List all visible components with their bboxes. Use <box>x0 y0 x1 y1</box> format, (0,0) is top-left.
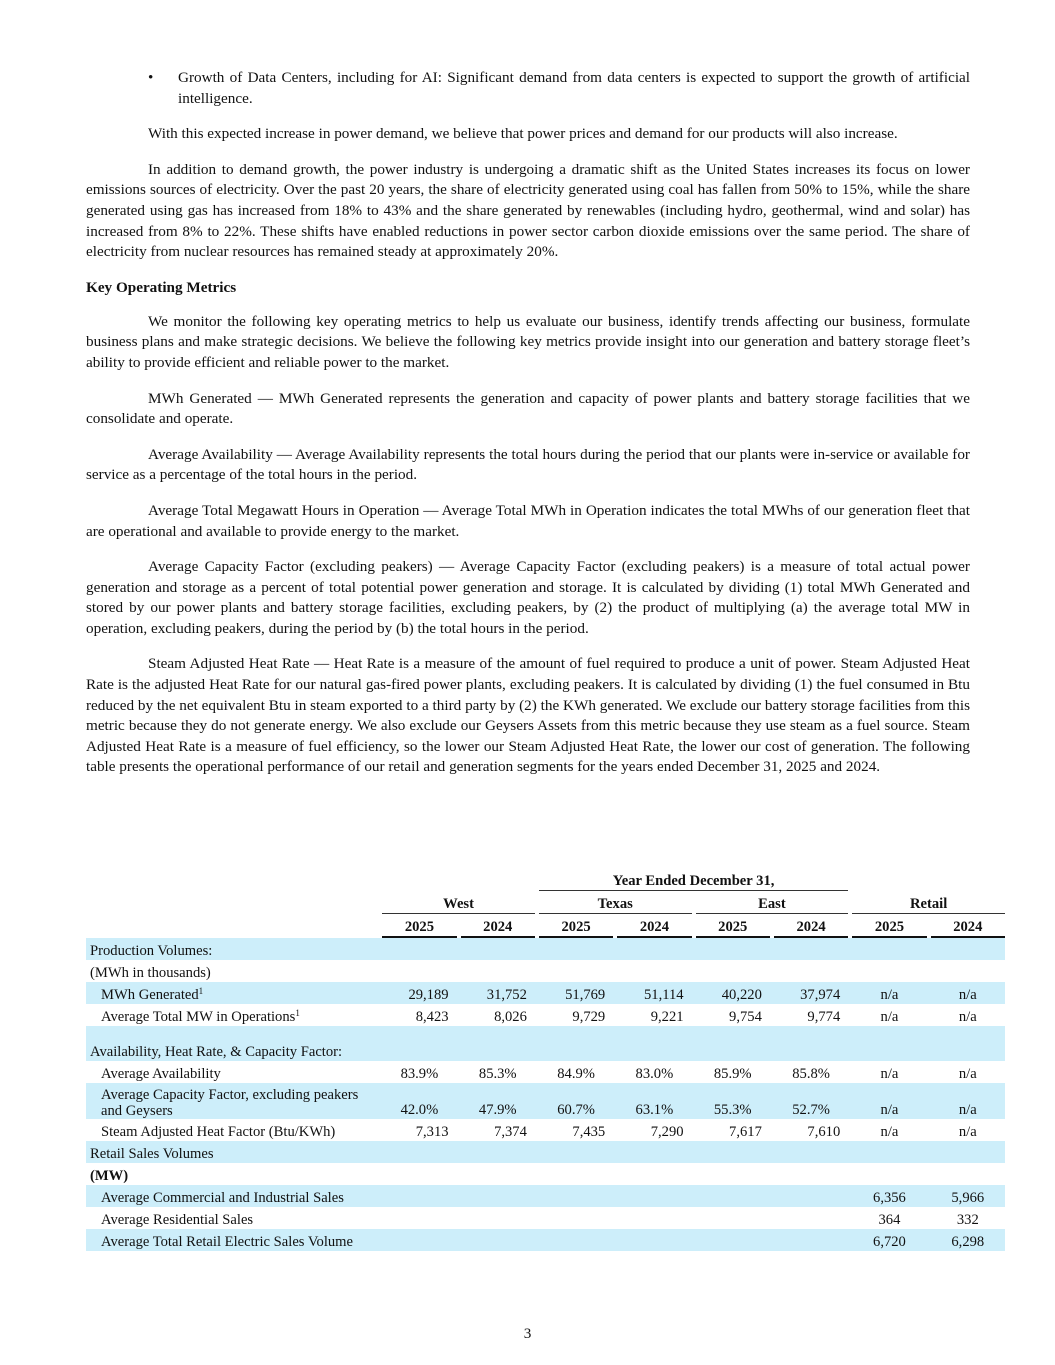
table-cell <box>774 1185 848 1207</box>
table-cell: 332 <box>956 1212 979 1228</box>
table-cell <box>617 1229 691 1251</box>
year-header: 2025 <box>696 914 770 938</box>
row-label-text: MWh Generated <box>101 987 199 1003</box>
table-cell: 29,189 <box>382 982 456 1004</box>
row-label-text: Average Total Retail Electric Sales Volume <box>101 1234 353 1250</box>
table-cell <box>461 960 535 982</box>
row-label <box>86 1004 382 1026</box>
row-label-text: Availability, Heat Rate, & Capacity Factor: <box>90 1044 343 1060</box>
footnote-marker: 1 <box>198 986 204 996</box>
table-cell: 8,423 <box>415 1009 449 1025</box>
operational-performance-table <box>86 868 1005 1251</box>
table-row <box>86 1229 1005 1251</box>
table-cell <box>696 1207 770 1229</box>
table-cell <box>774 1229 848 1251</box>
table-cell <box>617 1141 691 1163</box>
row-label <box>86 1229 382 1251</box>
row-label <box>86 1185 382 1207</box>
row-label-text: Average Availability <box>101 1066 221 1082</box>
table-cell: 60.7% <box>539 1083 613 1119</box>
table-cell <box>461 1163 535 1185</box>
table-cell: 85.9% <box>713 1066 752 1082</box>
year-header: 2025 <box>852 914 926 938</box>
table-cell: 7,313 <box>415 1124 449 1140</box>
table-row <box>86 938 1005 960</box>
table-cell: 9,774 <box>807 1009 841 1025</box>
table-cell <box>696 938 770 960</box>
row-label-text: Retail Sales Volumes <box>90 1146 214 1162</box>
table-cell: 42.0% <box>382 1083 456 1119</box>
segment-east: East <box>696 891 849 914</box>
table-cell <box>696 1229 770 1251</box>
table-cell <box>774 1163 848 1185</box>
table-cell <box>852 938 926 960</box>
table-cell <box>617 1026 691 1061</box>
table-cell <box>539 1026 613 1061</box>
row-label-text: Average Total MW in Operations <box>101 1009 296 1025</box>
table-cell <box>617 938 691 960</box>
table-cell <box>461 1185 535 1207</box>
table-cell <box>617 960 691 982</box>
bullet-item <box>148 68 970 109</box>
table-cell <box>539 1141 613 1163</box>
segment-retail: Retail <box>852 891 1005 914</box>
table-cell <box>382 960 456 982</box>
table-cell <box>852 960 926 982</box>
table-cell <box>852 1141 926 1163</box>
table-cell <box>774 1141 848 1163</box>
row-label-text: (MWh in thousands) <box>90 965 211 981</box>
table-row <box>86 982 1005 1004</box>
table-cell: 85.8% <box>792 1066 830 1082</box>
table-cell: 52.7% <box>774 1083 848 1119</box>
table-cell: 6,298 <box>931 1229 1005 1251</box>
page-body <box>86 68 970 793</box>
table-cell: 7,617 <box>729 1124 762 1140</box>
table-cell <box>539 1163 613 1185</box>
row-label <box>86 960 382 982</box>
table-cell: 83.9% <box>400 1066 439 1082</box>
table-cell: 6,356 <box>852 1185 926 1207</box>
table-cell <box>931 960 1005 982</box>
table-row <box>86 1163 1005 1185</box>
table-row <box>86 1026 1005 1061</box>
table-cell: 9,221 <box>650 1009 684 1025</box>
table-cell <box>539 938 613 960</box>
table-cell <box>382 1026 456 1061</box>
table-row <box>86 960 1005 982</box>
row-label-text: Average Commercial and Industrial Sales <box>101 1190 344 1206</box>
table-cell <box>931 1163 1005 1185</box>
page-number: 3 <box>523 1325 532 1342</box>
table-cell <box>696 1163 770 1185</box>
row-label <box>86 1026 382 1061</box>
table-year-header-row <box>86 914 1005 938</box>
footnote-marker: 1 <box>295 1008 300 1018</box>
table-cell <box>461 1026 535 1061</box>
section-heading: Key Operating Metrics <box>86 278 237 296</box>
table-cell: 83.0% <box>635 1066 674 1082</box>
year-header: 2025 <box>539 914 613 938</box>
paragraph-mwh-generated: MWh Generated — MWh Generated represents the generation and capacity of power plants and battery storage facilities that we consolidate and operate. <box>86 389 970 428</box>
row-label <box>86 1119 382 1141</box>
table-cell: 7,374 <box>494 1124 527 1140</box>
table-cell <box>382 1207 456 1229</box>
paragraph-industry-shift: In addition to demand growth, the power industry is undergoing a dramatic shift as the United States increases its focus on lower emissions sources of electricity. Over the past 20 years, the share of electricity generated using coal has fallen from 50% to 15%, while the share generated using gas has increased from 18% to 43% and the share generated by renewables (including hydro, geothermal, wind and solar) has increased from 8% to 22%. These shifts have enabled reductions in power sector carbon dioxide emissions over the same period. The share of electricity from nuclear resources has remained steady at approximately 20%. <box>86 160 970 261</box>
year-header: 2024 <box>617 914 691 938</box>
table-segment-header-row <box>86 891 1005 914</box>
table-cell <box>696 960 770 982</box>
table-row <box>86 1185 1005 1207</box>
table-period-header-row <box>86 868 1005 891</box>
table-cell <box>696 1141 770 1163</box>
table-cell <box>539 1229 613 1251</box>
year-header: 2024 <box>461 914 535 938</box>
row-label <box>86 982 382 1004</box>
table-cell: 63.1% <box>617 1083 691 1119</box>
row-label <box>86 1083 382 1119</box>
row-label-text: Average Capacity Factor, excluding peakers and Geysers <box>101 1087 359 1119</box>
table-cell: n/a <box>931 1083 1005 1119</box>
table-cell: 40,220 <box>696 982 770 1004</box>
table-cell <box>774 960 848 982</box>
table-row <box>86 1004 1005 1026</box>
table-cell <box>931 1026 1005 1061</box>
table-cell: 7,435 <box>572 1124 606 1140</box>
table-cell <box>774 938 848 960</box>
table-cell <box>931 1141 1005 1163</box>
table-cell <box>774 1207 848 1229</box>
table-cell: 7,610 <box>807 1124 841 1140</box>
segment-texas: Texas <box>539 891 692 914</box>
table-cell: 31,752 <box>461 982 535 1004</box>
table-cell <box>382 938 456 960</box>
table-cell <box>852 1163 926 1185</box>
table-cell: 6,720 <box>852 1229 926 1251</box>
table-cell: 364 <box>878 1212 901 1228</box>
paragraph-metrics-intro: We monitor the following key operating metrics to help us evaluate our business, identify trends affecting our business, formulate business plans and make strategic decisions. We believe the following key metrics provide insight into our generation and battery storage fleet’s ability to provide efficient and reliable power to the market. <box>86 312 970 371</box>
table-cell: n/a <box>958 1066 977 1082</box>
table-cell: 85.3% <box>478 1066 517 1082</box>
table-row <box>86 1141 1005 1163</box>
table-cell: n/a <box>958 1124 977 1140</box>
row-label <box>86 1207 382 1229</box>
table-cell: n/a <box>852 982 926 1004</box>
table-cell: n/a <box>931 982 1005 1004</box>
table-row <box>86 1061 1005 1083</box>
table-cell: 51,769 <box>539 982 613 1004</box>
row-label <box>86 1163 382 1185</box>
table-cell <box>461 1207 535 1229</box>
table-cell <box>774 1026 848 1061</box>
table-cell: 55.3% <box>696 1083 770 1119</box>
row-label-text: (MW) <box>90 1168 129 1184</box>
row-label-text: Production Volumes: <box>90 943 213 959</box>
table-cell <box>382 1185 456 1207</box>
table-cell <box>382 1163 456 1185</box>
table-cell <box>461 938 535 960</box>
table-cell: n/a <box>880 1009 899 1025</box>
bullet-dot: • <box>148 69 154 86</box>
row-label <box>86 1061 382 1083</box>
paragraph-power-demand: With this expected increase in power demand, we believe that power prices and demand for our products will also increase. <box>148 125 898 143</box>
table-cell: 8,026 <box>494 1009 527 1025</box>
table-cell: n/a <box>852 1083 926 1119</box>
paragraph-average-availability: Average Availability — Average Availability represents the total hours during the period that our plants were in-service or available for service as a percentage of the total hours in the period. <box>86 445 970 484</box>
year-header: 2024 <box>774 914 848 938</box>
period-header: Year Ended December 31, <box>539 868 848 891</box>
year-header: 2024 <box>931 914 1005 938</box>
paragraph-capacity-factor: Average Capacity Factor (excluding peakers) — Average Capacity Factor (excluding peakers) is a measure of total actual power generation and storage as a percent of total potential power generation and storage. It is calculated by dividing (1) total MWh Generated and stored by our power plants and battery storage facilities, excluding peakers, by (2) the product of multiplying (a) the average total MW in operation, excluding peakers, during the period by (b) the total hours in the period. <box>86 558 970 637</box>
paragraph-heat-rate: Steam Adjusted Heat Rate — Heat Rate is a measure of the amount of fuel required to produce a unit of power. Steam Adjusted Heat Rate is the adjusted Heat Rate for our natural gas-fired power plants, excluding peakers. It is calculated by dividing (1) the fuel consumed in Btu reduced by the net equivalent Btu in steam exported to a third party by (2) the KWh generated. We exclude our battery storage facilities from this metric because they do not generate energy. We also exclude our Geysers Assets from this metric because they use steam as a fuel source. Steam Adjusted Heat Rate is a measure of fuel efficiency, so the lower our Steam Adjusted Heat Rate, the lower our cost of generation. The following table presents the operational performance of our retail and generation segments for the years ended December 31, 2025 and 2024. <box>86 655 970 776</box>
table-cell: 47.9% <box>461 1083 535 1119</box>
row-label-text: Average Residential Sales <box>101 1212 254 1228</box>
table-cell <box>461 1141 535 1163</box>
table-row <box>86 1119 1005 1141</box>
segment-west: West <box>382 891 535 914</box>
bullet-text: Growth of Data Centers, including for AI: Significant demand from data centers is expected to support the growth of artificial intelligence. <box>178 69 970 107</box>
table-cell: 37,974 <box>774 982 848 1004</box>
table-cell: 9,754 <box>729 1009 762 1025</box>
table-cell: 9,729 <box>572 1009 606 1025</box>
year-header: 2025 <box>382 914 456 938</box>
table-row <box>86 1207 1005 1229</box>
row-label-text: Steam Adjusted Heat Factor (Btu/KWh) <box>101 1124 336 1140</box>
table-cell <box>539 1185 613 1207</box>
table-cell: 7,290 <box>650 1124 684 1140</box>
table-cell: 51,114 <box>617 982 691 1004</box>
paragraph-average-total-mwh: Average Total Megawatt Hours in Operation — Average Total MWh in Operation indicates the total MWhs of our generation fleet that are operational and available to provide energy to the market. <box>86 501 970 540</box>
table-cell <box>696 1026 770 1061</box>
row-label <box>86 1141 382 1163</box>
table-cell: n/a <box>880 1124 899 1140</box>
table-cell <box>852 1026 926 1061</box>
table-cell: 5,966 <box>931 1185 1005 1207</box>
table-cell <box>617 1163 691 1185</box>
row-label <box>86 938 382 960</box>
table-cell <box>539 1207 613 1229</box>
table-cell <box>617 1207 691 1229</box>
table-cell <box>539 960 613 982</box>
table-cell <box>461 1229 535 1251</box>
table-cell: 84.9% <box>557 1066 595 1082</box>
table-cell: n/a <box>958 1009 977 1025</box>
table-cell: n/a <box>880 1066 899 1082</box>
table-cell <box>931 938 1005 960</box>
table-cell <box>696 1185 770 1207</box>
table-row <box>86 1083 1005 1119</box>
table-cell <box>617 1185 691 1207</box>
table-cell <box>382 1229 456 1251</box>
table-cell <box>382 1141 456 1163</box>
